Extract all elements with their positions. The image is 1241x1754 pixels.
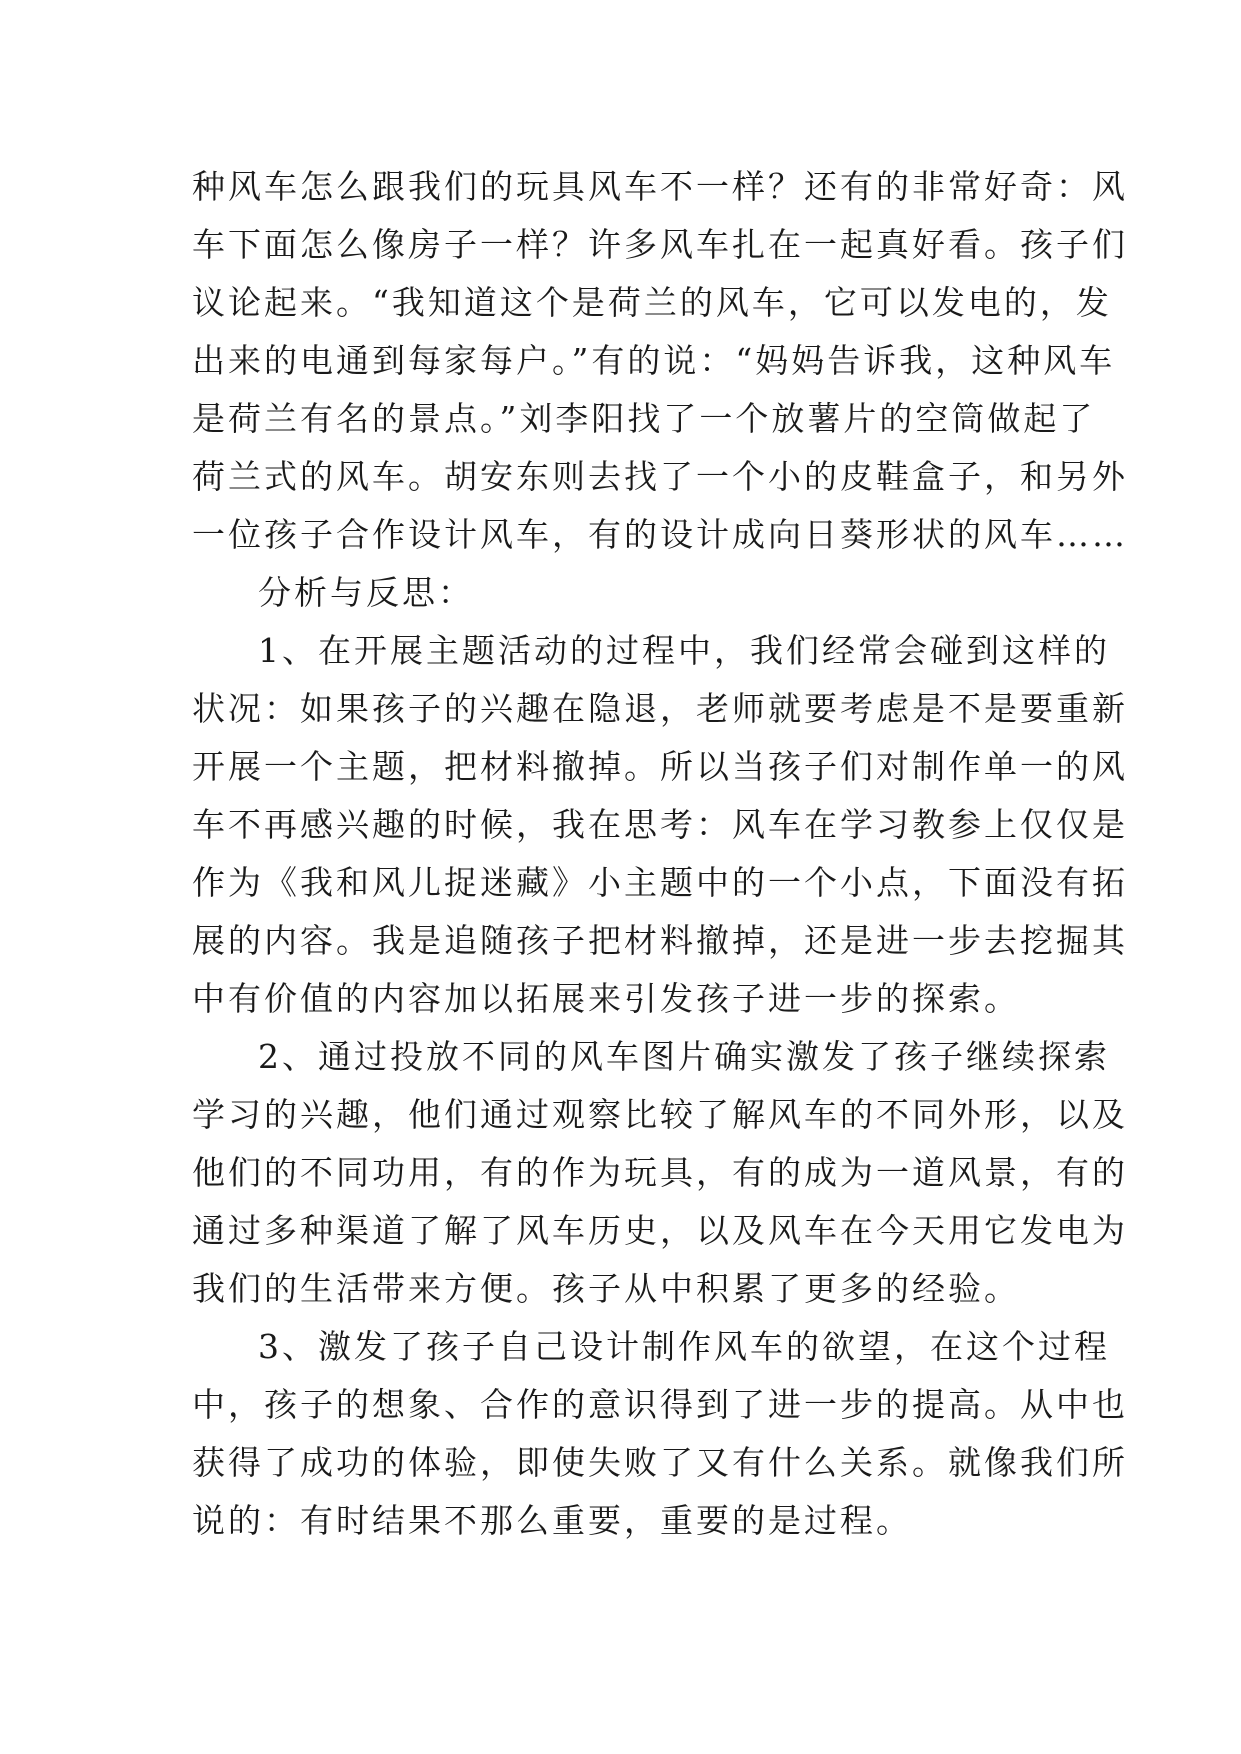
text-line: 荷兰式的风车。胡安东则去找了一个小的皮鞋盒子，和另外 [192,457,1128,496]
text-line: 学习的兴趣，他们通过观察比较了解风车的不同外形，以及 [192,1095,1128,1134]
text-line: 议论起来。“我知道这个是荷兰的风车，它可以发电的，发 [192,283,1112,322]
text-line: 是荷兰有名的景点。”刘李阳找了一个放薯片的空筒做起了 [192,399,1096,438]
text-line: 展的内容。我是追随孩子把材料撤掉，还是进一步去挖掘其 [192,921,1128,960]
text-line: 我们的生活带来方便。孩子从中积累了更多的经验。 [192,1269,1020,1308]
text-line: 说的：有时结果不那么重要，重要的是过程。 [192,1501,912,1540]
body-text [192,158,1128,1550]
text-line: 种风车怎么跟我们的玩具风车不一样？还有的非常好奇：风 [192,167,1128,206]
paragraph-start: 1、在开展主题活动的过程中，我们经常会碰到这样的 [258,631,1110,670]
section-heading: 分析与反思： [258,573,474,612]
text-line: 状况：如果孩子的兴趣在隐退，老师就要考虑是不是要重新 [192,689,1128,728]
text-line: 中有价值的内容加以拓展来引发孩子进一步的探索。 [192,979,1020,1018]
text-line: 作为《我和风儿捉迷藏》小主题中的一个小点，下面没有拓 [192,863,1128,902]
text-line: 车下面怎么像房子一样？许多风车扎在一起真好看。孩子们 [192,225,1128,264]
text-line: 他们的不同功用，有的作为玩具，有的成为一道风景，有的 [192,1153,1128,1192]
text-line: 开展一个主题，把材料撤掉。所以当孩子们对制作单一的风 [192,747,1128,786]
text-line: 一位孩子合作设计风车，有的设计成向日葵形状的风车…… [192,515,1128,554]
text-line: 车不再感兴趣的时候，我在思考：风车在学习教参上仅仅是 [192,805,1128,844]
text-line: 通过多种渠道了解了风车历史，以及风车在今天用它发电为 [192,1211,1128,1250]
text-line: 获得了成功的体验，即使失败了又有什么关系。就像我们所 [192,1443,1128,1482]
text-line: 出来的电通到每家每户。”有的说：“妈妈告诉我，这种风车 [192,341,1116,380]
paragraph-start: 2、通过投放不同的风车图片确实激发了孩子继续探索 [258,1037,1110,1076]
text-line: 中，孩子的想象、合作的意识得到了进一步的提高。从中也 [192,1385,1128,1424]
paragraph-start: 3、激发了孩子自己设计制作风车的欲望，在这个过程 [258,1327,1110,1366]
